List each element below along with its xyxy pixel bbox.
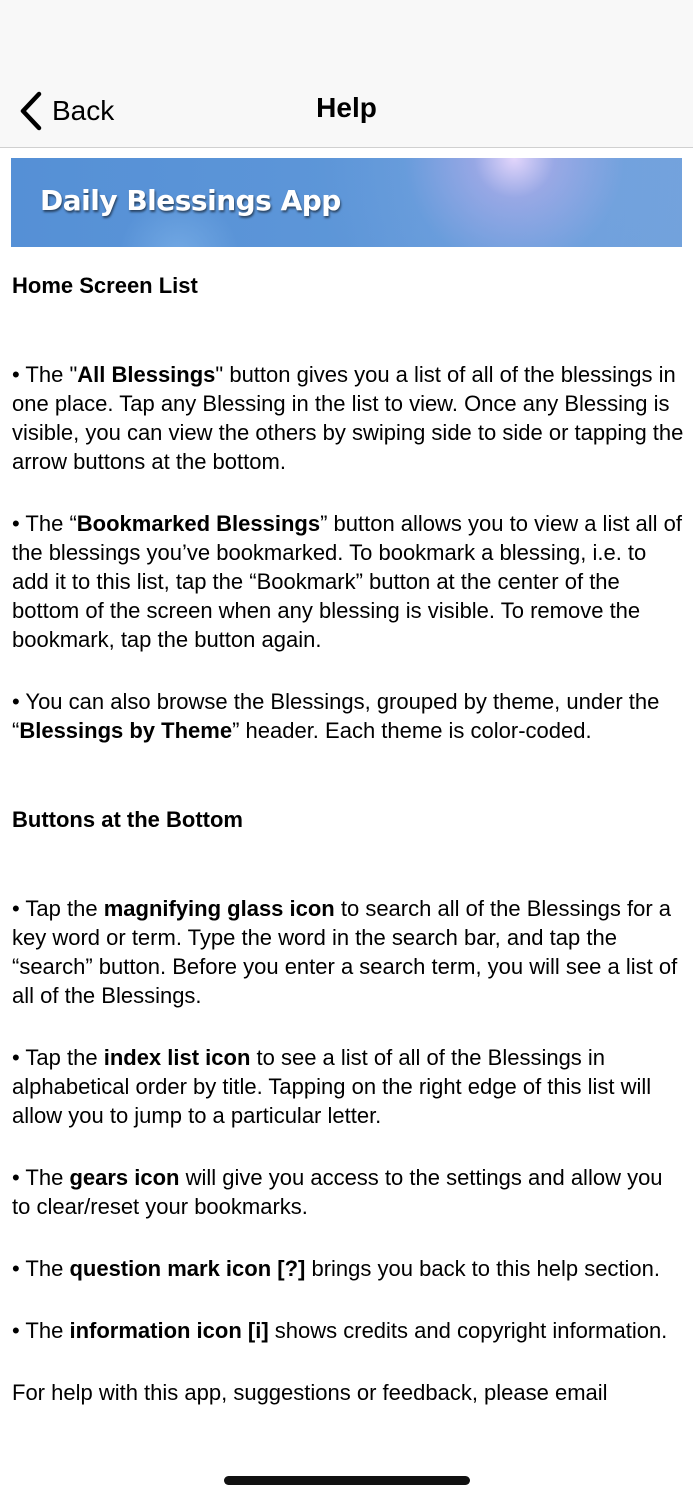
- paragraph-text: ” button allows you to view a list all of the blessings you’ve bookmarked. To bookmark a blessing, i.e. to add it to this list, tap the “Bookmark” button at the center of the bottom of the screen when any blessing is visible. To remove the bookmark, tap the button again.: [12, 511, 683, 652]
- help-content: [12, 271, 684, 1440]
- bold-term: question mark icon [?]: [69, 1256, 306, 1281]
- paragraph-text: brings you back to this help section.: [305, 1256, 661, 1281]
- help-paragraph: [12, 1043, 684, 1130]
- banner-title: Daily Blessings App: [40, 184, 341, 217]
- help-paragraph: [12, 1316, 684, 1345]
- app-banner: [11, 158, 682, 247]
- page-title: Help: [316, 92, 377, 123]
- paragraph-text: • The ": [12, 362, 78, 387]
- paragraph-text: to see a list of all of the Blessings in alphabetical order by title. Tapping on the right edge of this list will allow you to jump to a particular letter.: [12, 1045, 652, 1128]
- bold-term: magnifying glass icon: [103, 896, 335, 921]
- paragraph-text: to search all of the Blessings for a key word or term. Type the word in the search bar, and tap the “search” button. Before you enter a search term, you will see a list of all of the Blessings.: [12, 896, 678, 1008]
- help-paragraph: [12, 509, 684, 654]
- paragraph-text: • The “: [12, 511, 77, 536]
- paragraph-text: • Tap the: [12, 1045, 104, 1070]
- help-paragraph: [12, 1163, 684, 1221]
- paragraph-text: " button gives you a list of all of the blessings in one place. Tap any Blessing in the list to view. Once any Blessing is visible, you can view the others by swiping side to side or tapping the arrow buttons at the bottom.: [12, 362, 684, 474]
- back-label: Back: [52, 95, 115, 126]
- paragraph-text: • The: [12, 1318, 70, 1343]
- help-paragraph: [12, 1378, 684, 1407]
- paragraph-text: shows credits and copyright information.: [268, 1318, 668, 1343]
- help-paragraph: [12, 360, 684, 476]
- navigation-bar: [0, 0, 693, 148]
- paragraph-text: ” header. Each theme is color-coded.: [232, 718, 592, 743]
- section-heading: Buttons at the Bottom: [12, 807, 243, 832]
- paragraph-text: will give you access to the settings and allow you to clear/reset your bookmarks.: [12, 1165, 663, 1219]
- paragraph-text: For help with this app, suggestions or feedback, please email: [12, 1380, 608, 1405]
- bold-term: information icon [i]: [69, 1318, 269, 1343]
- section-heading: Home Screen List: [12, 273, 198, 298]
- paragraph-text: • You can also browse the Blessings, grouped by theme, under the “: [12, 689, 660, 743]
- bold-term: Bookmarked Blessings: [76, 511, 321, 536]
- help-paragraph: [12, 1254, 684, 1283]
- paragraph-text: • The: [12, 1165, 70, 1190]
- bold-term: Blessings by Theme: [19, 718, 233, 743]
- bold-term: index list icon: [103, 1045, 251, 1070]
- paragraph-text: • The: [12, 1256, 70, 1281]
- home-indicator[interactable]: [224, 1476, 470, 1485]
- help-paragraph: [12, 894, 684, 1010]
- bold-term: gears icon: [69, 1165, 180, 1190]
- help-paragraph: [12, 687, 684, 745]
- bold-term: All Blessings: [77, 362, 216, 387]
- paragraph-text: • Tap the: [12, 896, 104, 921]
